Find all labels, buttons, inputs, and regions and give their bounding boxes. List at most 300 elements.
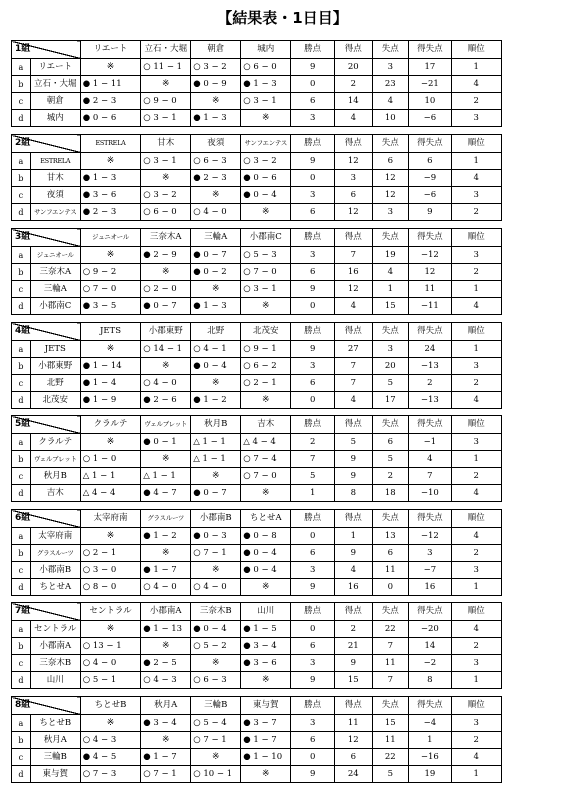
team-row xyxy=(12,93,556,110)
group-name: 1組 xyxy=(12,41,81,59)
column-header-goal-diff: 得失点 xyxy=(409,41,452,59)
opponent-header: 太宰府南 xyxy=(80,510,140,528)
opponent-header: 城内 xyxy=(241,41,291,59)
win-points: 9 xyxy=(291,341,335,358)
match-result: ○ 2 − 1 xyxy=(80,545,140,562)
goals-against: 0 xyxy=(372,579,408,596)
match-result: ○ 4 − 0 xyxy=(141,375,191,392)
goals-for: 15 xyxy=(335,672,373,689)
goals-for: 20 xyxy=(335,59,373,76)
column-header-rank: 順位 xyxy=(451,697,501,715)
column-header-goal-diff: 得失点 xyxy=(409,697,452,715)
match-result: ● 3 − 4 xyxy=(141,715,191,732)
goal-difference: 7 xyxy=(409,468,452,485)
win-points: 3 xyxy=(291,187,335,204)
team-letter: a xyxy=(12,59,31,76)
team-letter: d xyxy=(12,298,31,315)
team-name: 山川 xyxy=(30,672,80,689)
group-name: 3組 xyxy=(12,229,81,247)
group-table xyxy=(11,415,556,502)
match-result: ○ 5 − 3 xyxy=(241,247,291,264)
goal-difference: 11 xyxy=(409,281,452,298)
team-letter: c xyxy=(12,655,31,672)
match-result: ● 1 − 13 xyxy=(141,621,191,638)
team-name: 吉木 xyxy=(30,485,80,502)
self-match-mark: ※ xyxy=(141,170,191,187)
team-letter: d xyxy=(12,110,31,127)
self-match-mark: ※ xyxy=(80,715,140,732)
column-header-goals-for: 得点 xyxy=(335,135,373,153)
team-letter: c xyxy=(12,375,31,392)
goal-difference: −16 xyxy=(409,749,452,766)
self-match-mark: ※ xyxy=(80,247,140,264)
rank: 3 xyxy=(451,110,501,127)
match-result: ○ 3 − 1 xyxy=(241,281,291,298)
goals-against: 13 xyxy=(372,528,408,545)
column-header-goal-diff: 得失点 xyxy=(409,229,452,247)
self-match-mark: ※ xyxy=(191,655,241,672)
match-result: ● 4 − 5 xyxy=(80,749,140,766)
self-match-mark: ※ xyxy=(141,545,191,562)
team-row xyxy=(12,281,556,298)
goals-against: 11 xyxy=(372,655,408,672)
team-letter: b xyxy=(12,76,31,93)
rank: 4 xyxy=(451,528,501,545)
team-row xyxy=(12,170,556,187)
team-name: ESTRELA xyxy=(30,153,80,170)
match-result: ● 2 − 9 xyxy=(141,247,191,264)
goals-for: 16 xyxy=(335,264,373,281)
match-result: ○ 2 − 0 xyxy=(141,281,191,298)
opponent-header: JETS xyxy=(80,323,140,341)
group-table xyxy=(11,228,556,315)
goals-against: 6 xyxy=(372,153,408,170)
team-row xyxy=(12,749,556,766)
team-name: 三奈木B xyxy=(30,655,80,672)
team-name: 朝倉 xyxy=(30,93,80,110)
self-match-mark: ※ xyxy=(241,672,291,689)
goal-difference: −4 xyxy=(409,715,452,732)
column-header-goals-against: 失点 xyxy=(372,229,408,247)
match-result: ○ 13 − 1 xyxy=(80,638,140,655)
self-match-mark: ※ xyxy=(191,468,241,485)
match-result: ○ 4 − 0 xyxy=(141,579,191,596)
team-letter: d xyxy=(12,766,31,783)
team-letter: d xyxy=(12,485,31,502)
goals-for: 9 xyxy=(335,451,373,468)
self-match-mark: ※ xyxy=(141,638,191,655)
goal-difference: 4 xyxy=(409,451,452,468)
match-result: ● 1 − 2 xyxy=(141,528,191,545)
team-letter: c xyxy=(12,93,31,110)
column-header-goals-against: 失点 xyxy=(372,41,408,59)
match-result: ○ 4 − 3 xyxy=(80,732,140,749)
group-table xyxy=(11,322,556,409)
team-name: 立石・大堀 xyxy=(30,76,80,93)
rank: 2 xyxy=(451,204,501,221)
opponent-header: リエート xyxy=(80,41,140,59)
win-points: 6 xyxy=(291,93,335,110)
goals-for: 7 xyxy=(335,247,373,264)
team-row xyxy=(12,204,556,221)
goal-difference: −13 xyxy=(409,358,452,375)
match-result: ○ 11 − 1 xyxy=(141,59,191,76)
goals-for: 12 xyxy=(335,204,373,221)
team-name: リエート xyxy=(30,59,80,76)
goals-for: 9 xyxy=(335,545,373,562)
goals-for: 11 xyxy=(335,715,373,732)
goal-difference: −20 xyxy=(409,621,452,638)
column-header-goals-for: 得点 xyxy=(335,510,373,528)
team-name: 小郡東野 xyxy=(30,358,80,375)
rank: 2 xyxy=(451,732,501,749)
goals-for: 6 xyxy=(335,187,373,204)
column-header-rank: 順位 xyxy=(451,603,501,621)
team-row xyxy=(12,545,556,562)
team-row xyxy=(12,621,556,638)
opponent-header: 小郡南B xyxy=(191,510,241,528)
goals-for: 27 xyxy=(335,341,373,358)
self-match-mark: ※ xyxy=(191,93,241,110)
match-result: ○ 7 − 4 xyxy=(241,451,291,468)
self-match-mark: ※ xyxy=(241,110,291,127)
win-points: 9 xyxy=(291,153,335,170)
opponent-header: サンフエンテス xyxy=(241,135,291,153)
win-points: 7 xyxy=(291,451,335,468)
goals-for: 9 xyxy=(335,468,373,485)
match-result: ○ 3 − 1 xyxy=(141,110,191,127)
self-match-mark: ※ xyxy=(141,76,191,93)
match-result: ● 1 − 2 xyxy=(191,392,241,409)
match-result: ○ 9 − 0 xyxy=(141,93,191,110)
match-result: ● 0 − 6 xyxy=(241,170,291,187)
team-row xyxy=(12,110,556,127)
group-header-row xyxy=(12,510,556,528)
opponent-header: 甘木 xyxy=(141,135,191,153)
goals-against: 4 xyxy=(372,264,408,281)
match-result: ○ 14 − 1 xyxy=(141,341,191,358)
match-result: ● 2 − 3 xyxy=(191,170,241,187)
goals-against: 5 xyxy=(372,375,408,392)
match-result: ○ 4 − 0 xyxy=(191,579,241,596)
team-row xyxy=(12,76,556,93)
win-points: 0 xyxy=(291,76,335,93)
match-result: ○ 3 − 1 xyxy=(141,153,191,170)
goal-difference: 17 xyxy=(409,59,452,76)
goals-for: 12 xyxy=(335,732,373,749)
group-table xyxy=(11,134,556,221)
opponent-header: グラスルーツ xyxy=(141,510,191,528)
match-result: ● 3 − 5 xyxy=(80,298,140,315)
team-name: クラルテ xyxy=(30,434,80,451)
match-result: △ 1 − 1 xyxy=(191,451,241,468)
goal-difference: 10 xyxy=(409,93,452,110)
team-letter: b xyxy=(12,732,31,749)
win-points: 3 xyxy=(291,358,335,375)
match-result: ○ 3 − 1 xyxy=(241,93,291,110)
team-letter: a xyxy=(12,528,31,545)
team-row xyxy=(12,358,556,375)
opponent-header: 北野 xyxy=(191,323,241,341)
match-result: ● 2 − 3 xyxy=(80,93,140,110)
team-name: ちとせB xyxy=(30,715,80,732)
column-header-goals-for: 得点 xyxy=(335,603,373,621)
goal-difference: −2 xyxy=(409,655,452,672)
goals-for: 2 xyxy=(335,76,373,93)
team-row xyxy=(12,187,556,204)
team-name: 甘木 xyxy=(30,170,80,187)
goal-difference: −10 xyxy=(409,485,452,502)
opponent-header: 秋月A xyxy=(141,697,191,715)
goal-difference: −9 xyxy=(409,170,452,187)
goals-for: 24 xyxy=(335,766,373,783)
column-header-goal-diff: 得失点 xyxy=(409,323,452,341)
goals-for: 4 xyxy=(335,110,373,127)
match-result: ○ 5 − 4 xyxy=(191,715,241,732)
team-row xyxy=(12,247,556,264)
win-points: 9 xyxy=(291,281,335,298)
page-title: 【結果表・1日目】 xyxy=(217,9,348,27)
goals-for: 5 xyxy=(335,434,373,451)
goals-for: 6 xyxy=(335,749,373,766)
column-header-win-points: 勝点 xyxy=(291,697,335,715)
team-name: セントラル xyxy=(30,621,80,638)
group-table xyxy=(11,40,556,127)
rank: 4 xyxy=(451,485,501,502)
match-result: ○ 9 − 1 xyxy=(241,341,291,358)
opponent-header: クラルテ xyxy=(80,416,140,434)
team-letter: c xyxy=(12,562,31,579)
goals-against: 7 xyxy=(372,638,408,655)
rank: 2 xyxy=(451,93,501,110)
match-result: ● 0 − 8 xyxy=(241,528,291,545)
goals-against: 3 xyxy=(372,59,408,76)
column-header-rank: 順位 xyxy=(451,323,501,341)
goal-difference: −12 xyxy=(409,528,452,545)
goals-for: 4 xyxy=(335,298,373,315)
team-letter: a xyxy=(12,621,31,638)
team-letter: a xyxy=(12,434,31,451)
team-row xyxy=(12,392,556,409)
self-match-mark: ※ xyxy=(80,528,140,545)
match-result: ● 1 − 3 xyxy=(241,76,291,93)
match-result: ○ 6 − 3 xyxy=(191,672,241,689)
self-match-mark: ※ xyxy=(191,375,241,392)
team-letter: b xyxy=(12,170,31,187)
win-points: 0 xyxy=(291,298,335,315)
match-result: ○ 6 − 3 xyxy=(191,153,241,170)
rank: 2 xyxy=(451,468,501,485)
column-header-win-points: 勝点 xyxy=(291,135,335,153)
goals-against: 22 xyxy=(372,749,408,766)
rank: 2 xyxy=(451,264,501,281)
goals-against: 20 xyxy=(372,358,408,375)
goals-against: 1 xyxy=(372,281,408,298)
team-name: 三輪A xyxy=(30,281,80,298)
self-match-mark: ※ xyxy=(141,358,191,375)
match-result: ● 0 − 4 xyxy=(241,562,291,579)
team-name: 秋月A xyxy=(30,732,80,749)
column-header-goals-for: 得点 xyxy=(335,323,373,341)
column-header-win-points: 勝点 xyxy=(291,416,335,434)
goals-against: 10 xyxy=(372,110,408,127)
goal-difference: −7 xyxy=(409,562,452,579)
match-result: ● 0 − 9 xyxy=(191,76,241,93)
match-result: ● 0 − 4 xyxy=(191,621,241,638)
match-result: ○ 3 − 0 xyxy=(80,562,140,579)
column-header-goals-for: 得点 xyxy=(335,416,373,434)
column-header-goals-against: 失点 xyxy=(372,135,408,153)
match-result: ○ 7 − 1 xyxy=(141,766,191,783)
match-result: ○ 4 − 0 xyxy=(191,204,241,221)
goal-difference: 8 xyxy=(409,672,452,689)
opponent-header: 小郡南A xyxy=(141,603,191,621)
column-header-goals-against: 失点 xyxy=(372,510,408,528)
opponent-header: 夜須 xyxy=(191,135,241,153)
team-letter: c xyxy=(12,749,31,766)
self-match-mark: ※ xyxy=(241,204,291,221)
group-header-row xyxy=(12,697,556,715)
win-points: 9 xyxy=(291,59,335,76)
self-match-mark: ※ xyxy=(191,749,241,766)
goals-against: 15 xyxy=(372,715,408,732)
goals-against: 5 xyxy=(372,451,408,468)
match-result: ○ 5 − 2 xyxy=(191,638,241,655)
team-letter: b xyxy=(12,545,31,562)
team-name: 三輪B xyxy=(30,749,80,766)
match-result: ● 0 − 4 xyxy=(241,187,291,204)
match-result: ● 3 − 7 xyxy=(241,715,291,732)
self-match-mark: ※ xyxy=(80,621,140,638)
goals-against: 11 xyxy=(372,562,408,579)
win-points: 3 xyxy=(291,110,335,127)
team-row xyxy=(12,341,556,358)
team-name: 東与賀 xyxy=(30,766,80,783)
match-result: ○ 7 − 0 xyxy=(241,468,291,485)
self-match-mark: ※ xyxy=(80,153,140,170)
group-name: 8組 xyxy=(12,697,81,715)
match-result: ● 0 − 4 xyxy=(241,545,291,562)
match-result: ● 1 − 11 xyxy=(80,76,140,93)
win-points: 6 xyxy=(291,204,335,221)
win-points: 6 xyxy=(291,545,335,562)
goals-for: 14 xyxy=(335,93,373,110)
team-name: 秋月B xyxy=(30,468,80,485)
opponent-header: ちとせB xyxy=(80,697,140,715)
team-letter: d xyxy=(12,204,31,221)
column-header-rank: 順位 xyxy=(451,510,501,528)
opponent-header: 山川 xyxy=(241,603,291,621)
group-header-row xyxy=(12,323,556,341)
win-points: 6 xyxy=(291,264,335,281)
team-row xyxy=(12,715,556,732)
team-name: 太宰府南 xyxy=(30,528,80,545)
team-letter: a xyxy=(12,715,31,732)
goals-against: 3 xyxy=(372,341,408,358)
group-table xyxy=(11,602,556,689)
match-result: ○ 4 − 0 xyxy=(80,655,140,672)
match-result: ○ 4 − 1 xyxy=(191,341,241,358)
match-result: ● 1 − 10 xyxy=(241,749,291,766)
rank: 3 xyxy=(451,655,501,672)
team-row xyxy=(12,528,556,545)
rank: 1 xyxy=(451,59,501,76)
match-result: ● 2 − 3 xyxy=(80,204,140,221)
match-result: ● 1 − 14 xyxy=(80,358,140,375)
goals-against: 12 xyxy=(372,170,408,187)
column-header-rank: 順位 xyxy=(451,229,501,247)
team-letter: c xyxy=(12,468,31,485)
goals-for: 4 xyxy=(335,562,373,579)
team-row xyxy=(12,579,556,596)
team-name: グラスルーツ xyxy=(30,545,80,562)
goal-difference: 9 xyxy=(409,204,452,221)
column-header-rank: 順位 xyxy=(451,135,501,153)
match-result: ● 1 − 7 xyxy=(141,749,191,766)
goals-for: 1 xyxy=(335,528,373,545)
team-letter: b xyxy=(12,638,31,655)
match-result: ● 0 − 7 xyxy=(141,298,191,315)
group-name: 6組 xyxy=(12,510,81,528)
match-result: ● 3 − 6 xyxy=(241,655,291,672)
team-name: 小郡南B xyxy=(30,562,80,579)
win-points: 9 xyxy=(291,766,335,783)
rank: 1 xyxy=(451,579,501,596)
column-header-goals-against: 失点 xyxy=(372,416,408,434)
self-match-mark: ※ xyxy=(80,341,140,358)
self-match-mark: ※ xyxy=(241,298,291,315)
win-points: 9 xyxy=(291,672,335,689)
rank: 4 xyxy=(451,392,501,409)
team-letter: a xyxy=(12,153,31,170)
goals-against: 23 xyxy=(372,76,408,93)
team-name: ジュニオール xyxy=(30,247,80,264)
match-result: ○ 10 − 1 xyxy=(191,766,241,783)
rank: 4 xyxy=(451,749,501,766)
team-name: JETS xyxy=(30,341,80,358)
team-letter: b xyxy=(12,264,31,281)
column-header-win-points: 勝点 xyxy=(291,323,335,341)
goals-for: 4 xyxy=(335,392,373,409)
match-result: ○ 4 − 3 xyxy=(141,672,191,689)
self-match-mark: ※ xyxy=(241,392,291,409)
goals-for: 12 xyxy=(335,153,373,170)
goals-against: 18 xyxy=(372,485,408,502)
goal-difference: −12 xyxy=(409,247,452,264)
win-points: 1 xyxy=(291,485,335,502)
team-row xyxy=(12,264,556,281)
goal-difference: 3 xyxy=(409,545,452,562)
column-header-goals-against: 失点 xyxy=(372,697,408,715)
team-letter: d xyxy=(12,392,31,409)
self-match-mark: ※ xyxy=(241,485,291,502)
match-result: ○ 3 − 2 xyxy=(141,187,191,204)
team-row xyxy=(12,298,556,315)
team-row xyxy=(12,153,556,170)
match-result: ● 0 − 7 xyxy=(191,485,241,502)
rank: 3 xyxy=(451,187,501,204)
goals-for: 16 xyxy=(335,579,373,596)
match-result: ● 0 − 2 xyxy=(191,264,241,281)
goals-for: 2 xyxy=(335,621,373,638)
team-row xyxy=(12,655,556,672)
self-match-mark: ※ xyxy=(191,187,241,204)
team-letter: a xyxy=(12,247,31,264)
group-name: 2組 xyxy=(12,135,81,153)
goals-for: 8 xyxy=(335,485,373,502)
goals-against: 2 xyxy=(372,468,408,485)
match-result: ● 1 − 4 xyxy=(80,375,140,392)
